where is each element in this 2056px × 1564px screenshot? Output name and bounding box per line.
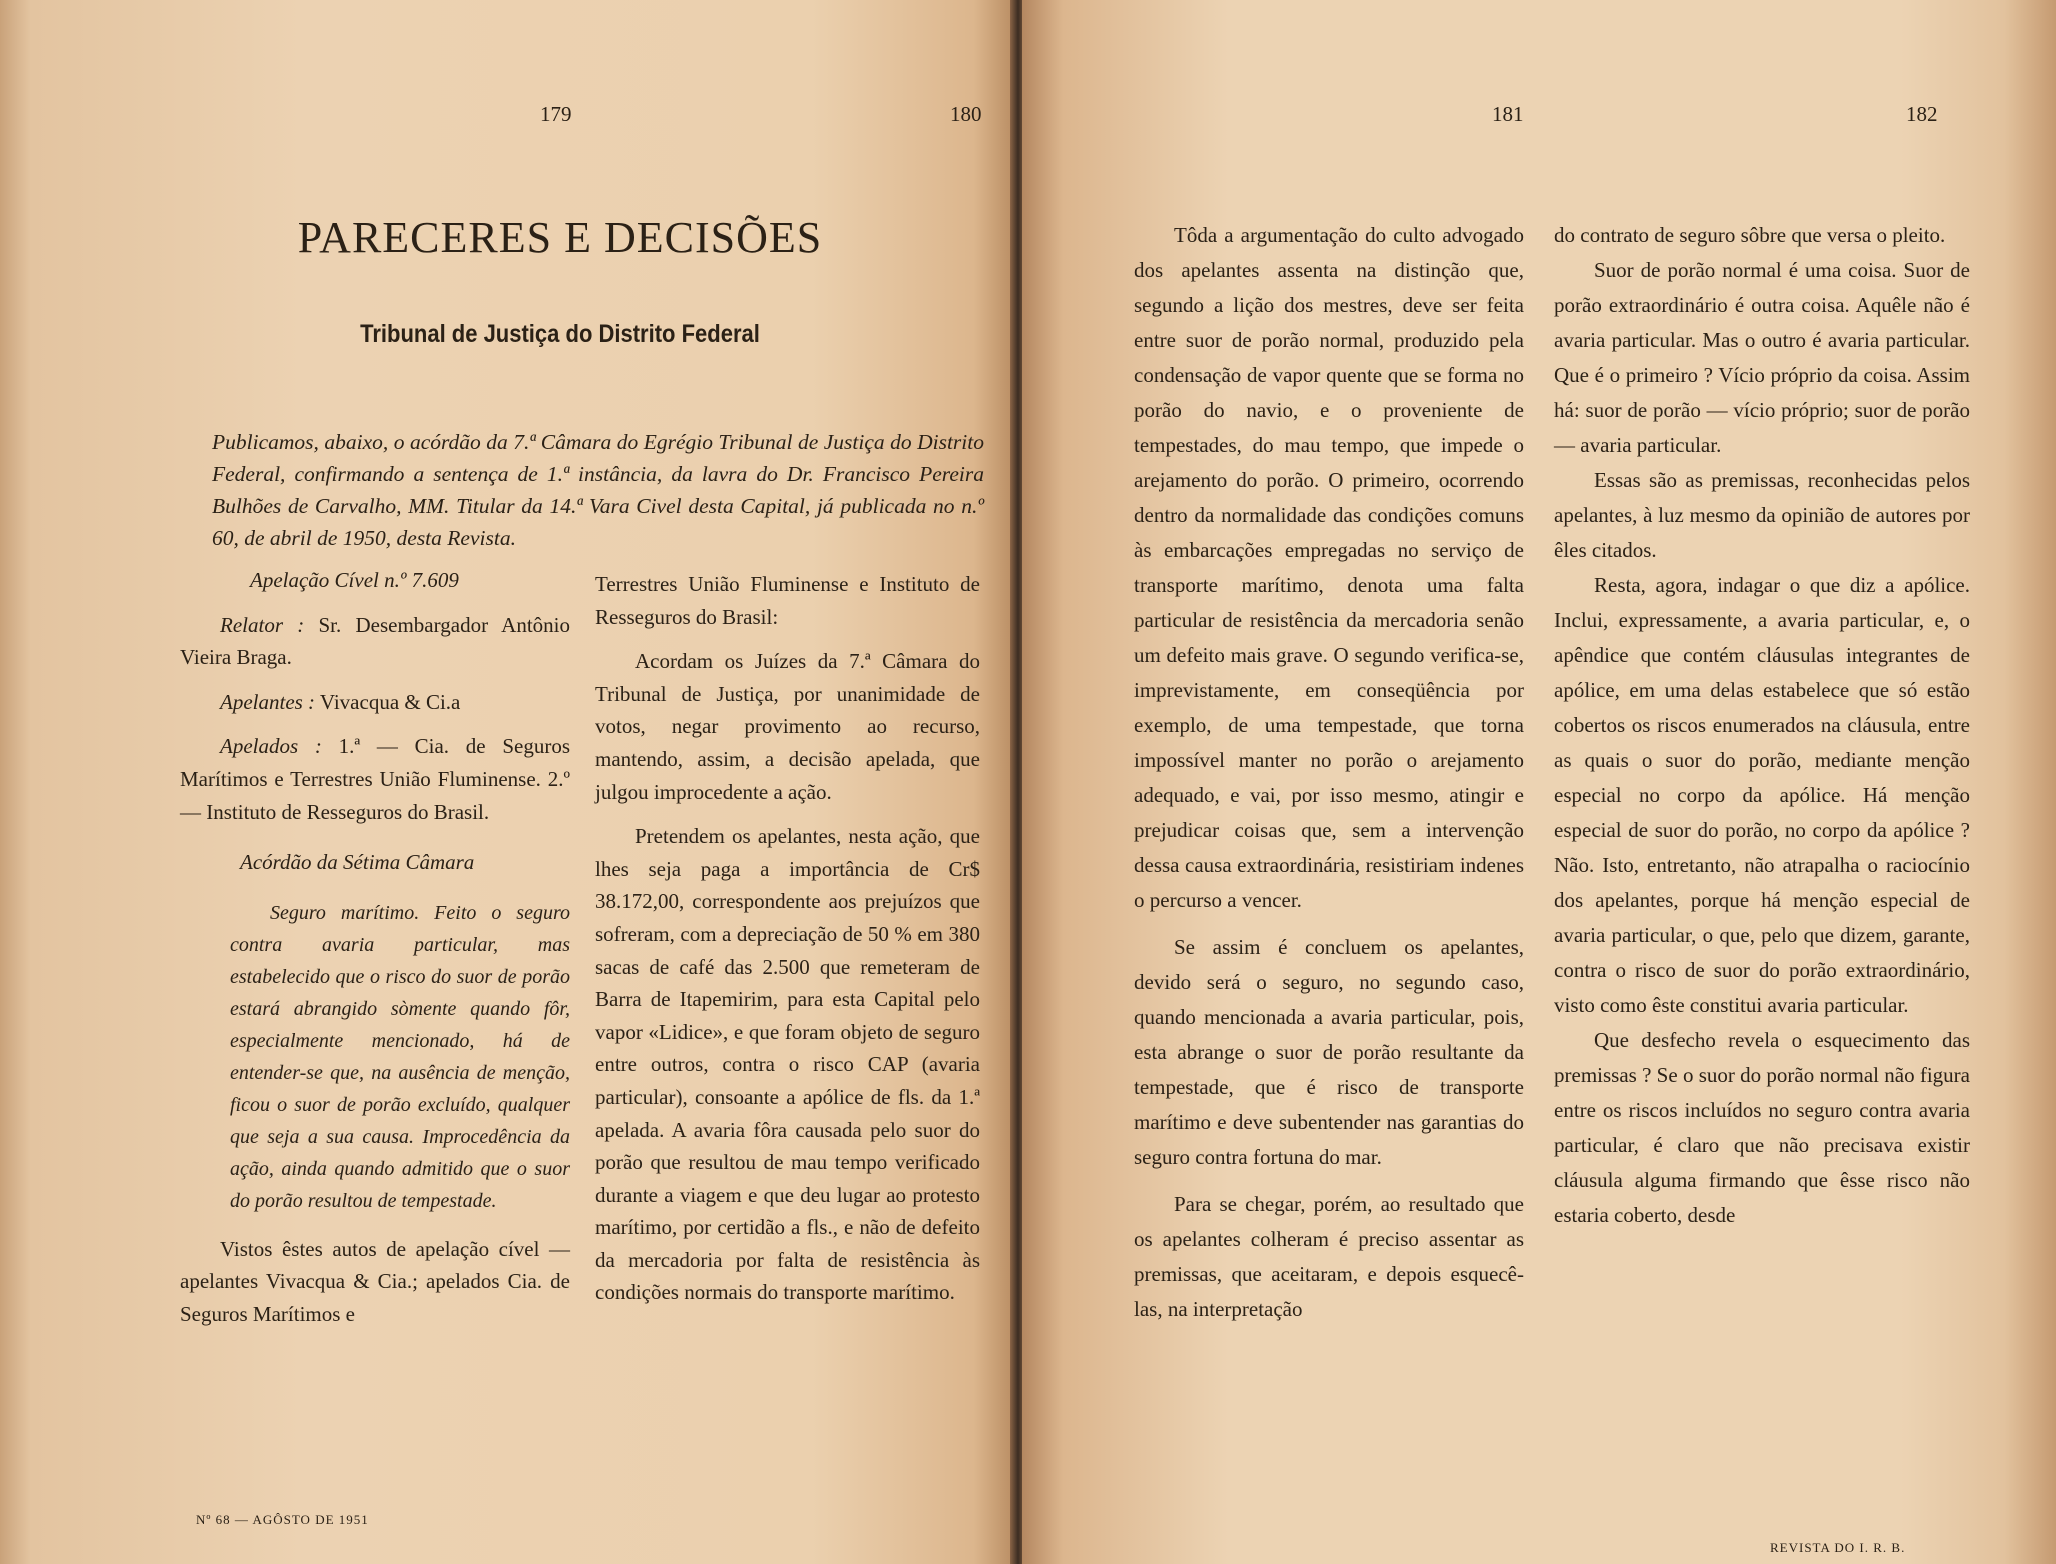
paragraph: Acordam os Juízes da 7.ª Câmara do Tribunal de Justiça, por unanimidade de votos, negar provimento ao recurso, mantendo, assim, a decisão apelada, que julgou improcedente a ação. [595,649,980,804]
left-page [0,0,1014,1564]
footer: REVISTA DO I. R. B. [1770,1540,1906,1555]
paragraph: Terrestres União Fluminense e Instituto de Resseguros do Brasil: [595,572,980,629]
right-page [1022,0,2056,1564]
acordao-heading: Acórdão da Sétima Câmara [240,850,475,875]
apelantes-line: Apelantes : Vivacqua & Ci.a [220,689,461,714]
footer: Nº 68 — AGÔSTO DE 1951 [196,1512,369,1527]
left-column [180,564,570,1331]
paragraph: Se assim é concluem os apelantes, devido será o seguro, no segundo caso, quando mencionada a avaria particular, pois, esta abrange o suor de porão resultante da tempestade, que é risco de transporte marítimo e deve subentender nas garantias do seguro contra fortuna do mar. [1134,935,1524,1169]
relator-line: Relator : Sr. Desembargador Antônio Vieira Braga. [180,612,570,670]
section-title: PARECERES E DECISÕES [297,213,823,262]
case-number: Apelação Cível n.º 7.609 [250,568,459,592]
intro-paragraph: Publicamos, abaixo, o acórdão da 7.ª Câmara do Egrégio Tribunal de Justiça do Distrito Federal, confirmando a sentença de 1.ª instância, da lavra do Dr. Francisco Pereira Bulhões de Carvalho, MM. Titular da 14.ª Vara Civel desta Capital, já publicada no n.º 60, de abril de 1950, desta Revista. [212,429,984,550]
apelados-line: Apelados : 1.ª — Cia. de Seguros Marítimos e Terrestres União Fluminense. 2.º — Instituto de Resseguros do Brasil. [180,734,570,824]
right-column [595,568,980,1309]
paragraph: Que desfecho revela o esquecimento das premissas ? Se o suor do porão normal não figura entre os riscos incluídos no seguro contra avaria particular, é claro que não precisava existir cláusula alguma firmando que êsse risco não estaria coberto, desde [1554,1028,1970,1227]
vistos-paragraph: Vistos êstes autos de apelação cível — apelantes Vivacqua & Cia.; apelados Cia. de Seguros Marítimos e [180,1236,570,1326]
paragraph: do contrato de seguro sôbre que versa o pleito. [1554,223,1946,247]
left-column [1134,218,1524,1327]
page-number: 181 [1492,102,1524,126]
court-heading: Tribunal de Justiça do Distrito Federal [360,320,760,348]
paragraph: Resta, agora, indagar o que diz a apólice. Inclui, expressamente, a avaria particular, e, o apêndice que contém cláusulas integrantes de apólice, em uma delas estabelece que só estão cobertos os riscos enumerados na cláusula, entre as quais o suor do porão, mediante menção especial no corpo da apólice. Há menção especial de suor do porão, no corpo da apólice ? Não. Isto, entretanto, não atrapalha o raciocínio dos apelantes, porque há menção especial de avaria particular, o que, pelo que dizem, garante, contra o risco de suor do porão extraordinário, visto como êste constitui avaria particular. [1554,573,1970,1017]
page-number: 182 [1906,102,1938,126]
page-number: 180 [950,102,982,126]
right-column [1554,218,1970,1233]
paragraph: Pretendem os apelantes, nesta ação, que lhes seja paga a importância de Cr$ 38.172,00, correspondente aos prejuízos que sofreram, com a depreciação de 50 % em 380 sacas de café das 2.500 que remeteram de Barra de Itapemirim, para esta Capital pelo vapor «Lidice», e que foram objeto de seguro entre outros, contra o risco CAP (avaria particular), consoante a apólice de fls. da 1.ª apelada. A avaria fôra causada pelo suor do porão que resultou de mau tempo verificado durante a viagem e que deu lugar ao protesto marítimo, por certidão a fls., e não de defeito da mercadoria por falta de resistência às condições normais do transporte marítimo. [595,824,980,1305]
page-number: 179 [540,102,572,126]
ementa: Seguro marítimo. Feito o seguro contra avaria particular, mas estabelecido que o risco do suor de porão estará abrangido sòmente quando fôr, especialmente mencionado, há de entender-se que, na ausência de menção, ficou o suor de porão excluído, qualquer que seja a sua causa. Improcedência da ação, ainda quando admitido que o suor do porão resultou de tempestade. [230,901,570,1212]
paragraph: Essas são as premissas, reconhecidas pelos apelantes, à luz mesmo da opinião de autores por êles citados. [1554,468,1970,562]
paragraph: Tôda a argumentação do culto advogado dos apelantes assenta na distinção que, segundo a lição dos mestres, deve ser feita entre suor de porão normal, produzido pela condensação de vapor quente que se forma no porão do navio, e o proveniente de tempestades, do mau tempo, que impede o arejamento do porão. O primeiro, ocorrendo dentro da normalidade das condições comuns às embarcações empregadas no serviço de transporte marítimo, denota uma falta particular de resistência da mercadoria senão um defeito mais grave. O segundo verifica-se, imprevistamente, em conseqüência por exemplo, de uma tempestade, que torna impossível manter no porão o arejamento adequado, e vai, por isso mesmo, atingir e prejudicar coisas que, sem a intervenção dessa causa extraordinária, resistiriam indenes o percurso a vencer. [1134,223,1524,912]
paragraph: Para se chegar, porém, ao resultado que os apelantes colheram é preciso assentar as premissas, que aceitaram, e depois esquecê-las, na interpretação [1134,1192,1524,1321]
paragraph: Suor de porão normal é uma coisa. Suor de porão extraordinário é outra coisa. Aquêle não é avaria particular. Mas o outro é avaria particular. Que é o primeiro ? Vício próprio da coisa. Assim há: suor de porão — vício próprio; suor de porão — avaria particular. [1554,258,1970,457]
